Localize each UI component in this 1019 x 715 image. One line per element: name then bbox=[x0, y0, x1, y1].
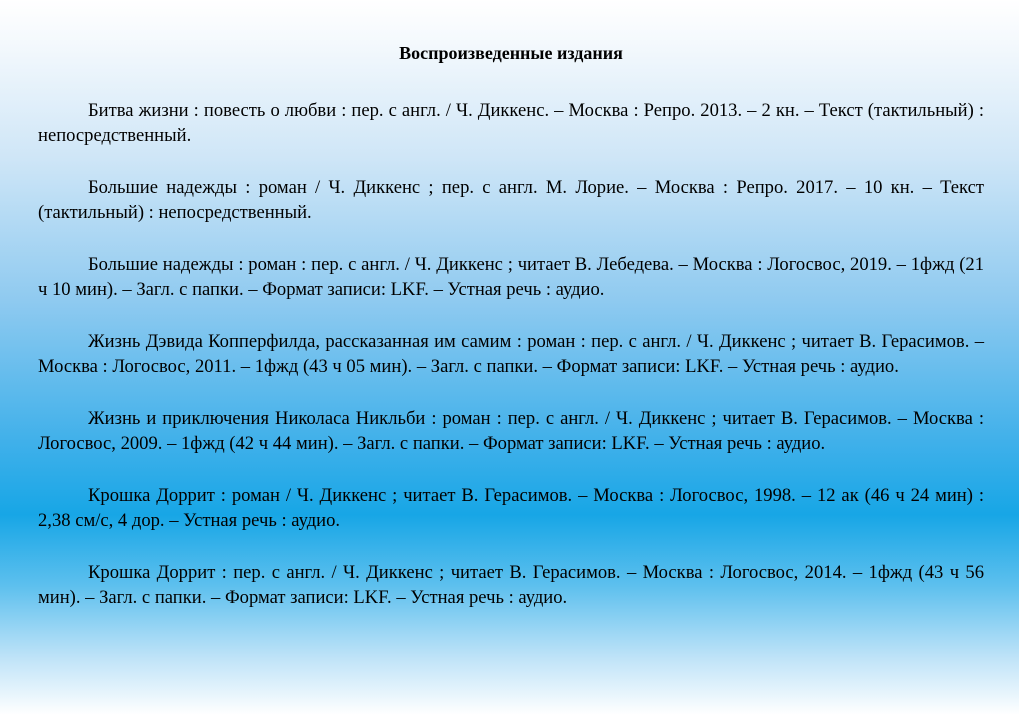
page-title: Воспроизведенные издания bbox=[399, 43, 623, 63]
bibliography-entry: Крошка Доррит : пер. с англ. / Ч. Диккенс ; читает В. Герасимов. – Москва : Логосвос, 2014. – 1фжд (43 ч 56 мин). – Загл. с папки. – Формат записи: LKF. – Устная речь : аудио. bbox=[38, 562, 984, 608]
bibliography-entry: Битва жизни : повесть о любви : пер. с англ. / Ч. Диккенс. – Москва : Репро. 2013. – 2 кн. – Текст (тактильный) : непосредственный. bbox=[38, 100, 984, 146]
bibliography-entry: Жизнь Дэвида Копперфилда, рассказанная им самим : роман : пер. с англ. / Ч. Диккенс ; читает В. Герасимов. – Москва : Логосвос, 2011. – 1фжд (43 ч 05 мин). – Загл. с папки. – Формат записи: LKF. – Устная речь : аудио. bbox=[38, 331, 984, 377]
document-page bbox=[38, 40, 984, 637]
bibliography-entry: Большие надежды : роман / Ч. Диккенс ; пер. с англ. М. Лорие. – Москва : Репро. 2017. – 10 кн. – Текст (тактильный) : непосредственный. bbox=[38, 177, 984, 223]
bibliography-entry: Большие надежды : роман : пер. с англ. / Ч. Диккенс ; читает В. Лебедева. – Москва : Логосвос, 2019. – 1фжд (21 ч 10 мин). – Загл. с папки. – Формат записи: LKF. – Устная речь : аудио. bbox=[38, 254, 984, 300]
bibliography-entry: Крошка Доррит : роман / Ч. Диккенс ; читает В. Герасимов. – Москва : Логосвос, 1998. – 12 ак (46 ч 24 мин) : 2,38 см/с, 4 дор. – Устная речь : аудио. bbox=[38, 485, 984, 531]
bibliography-entry: Жизнь и приключения Николаса Никльби : роман : пер. с англ. / Ч. Диккенс ; читает В. Герасимов. – Москва : Логосвос, 2009. – 1фжд (42 ч 44 мин). – Загл. с папки. – Формат записи: LKF. – Устная речь : аудио. bbox=[38, 408, 984, 454]
